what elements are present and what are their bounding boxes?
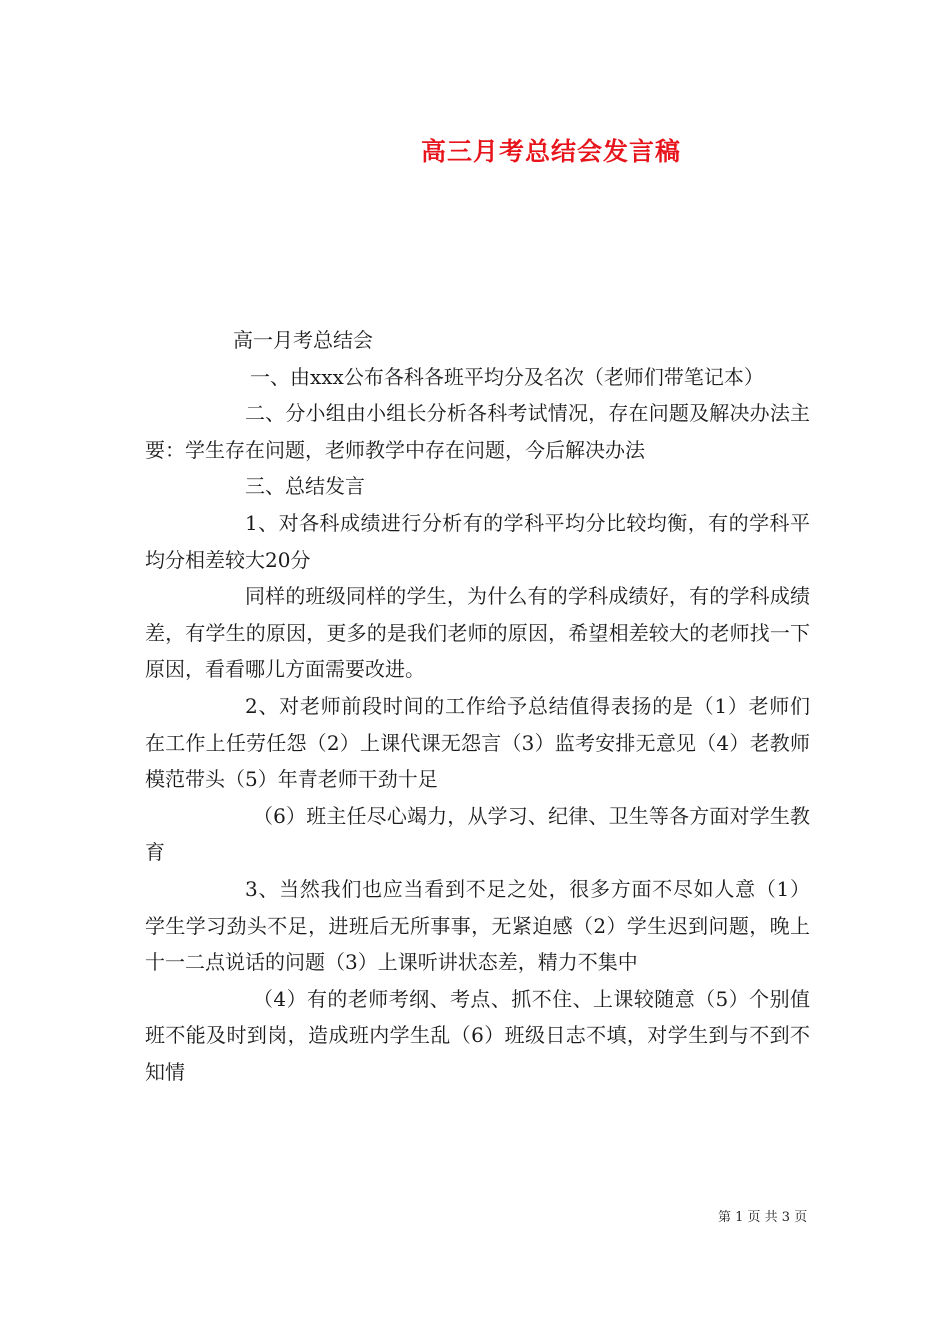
paragraph-item-1: 一、由xxx公布各科各班平均分及名次（老师们带笔记本） [250,364,764,389]
document-body [145,322,810,1090]
paragraph-point-2: 2、对老师前段时间的工作给予总结值得表扬的是（1）老师们在工作上任劳任怨（2）上课代课无怨言（3）监考安排无意见（4）老教师模范带头（5）年青老师干劲十足 [145,693,810,792]
paragraph-item-2: 二、分小组由小组长分析各科考试情况，存在问题及解决办法主要：学生存在问题，老师教学中存在问题，今后解决办法 [145,401,810,462]
paragraph-point-1-detail: 同样的班级同样的学生，为什么有的学科成绩好，有的学科成绩差，有学生的原因，更多的是我们老师的原因，希望相差较大的老师找一下原因，看看哪儿方面需要改进。 [145,584,810,682]
paragraph-point-2-detail: （6）班主任尽心竭力，从学习、纪律、卫生等各方面对学生教育 [145,803,810,865]
paragraph-heading: 高一月考总结会 [233,328,373,352]
paragraph-item-3: 三、总结发言 [245,474,365,499]
paragraph-point-1: 1、对各科成绩进行分析有的学科平均分比较均衡，有的学科平均分相差较大20分 [145,510,810,572]
paragraph-point-3-detail: （4）有的老师考纲、考点、抓不住、上课较随意（5）个别值班不能及时到岗，造成班内学生乱（6）班级日志不填，对学生到与不到不知情 [145,986,810,1084]
paragraph-point-3: 3、当然我们也应当看到不足之处，很多方面不尽如人意（1）学生学习劲头不足，进班后无所事事，无紧迫感（2）学生迟到问题，晚上十一二点说话的问题（3）上课听讲状态差，精力不集中 [145,876,810,975]
document-title: 高三月考总结会发言稿 [420,137,681,166]
page-footer: 第 1 页 共 3 页 [718,1210,808,1225]
